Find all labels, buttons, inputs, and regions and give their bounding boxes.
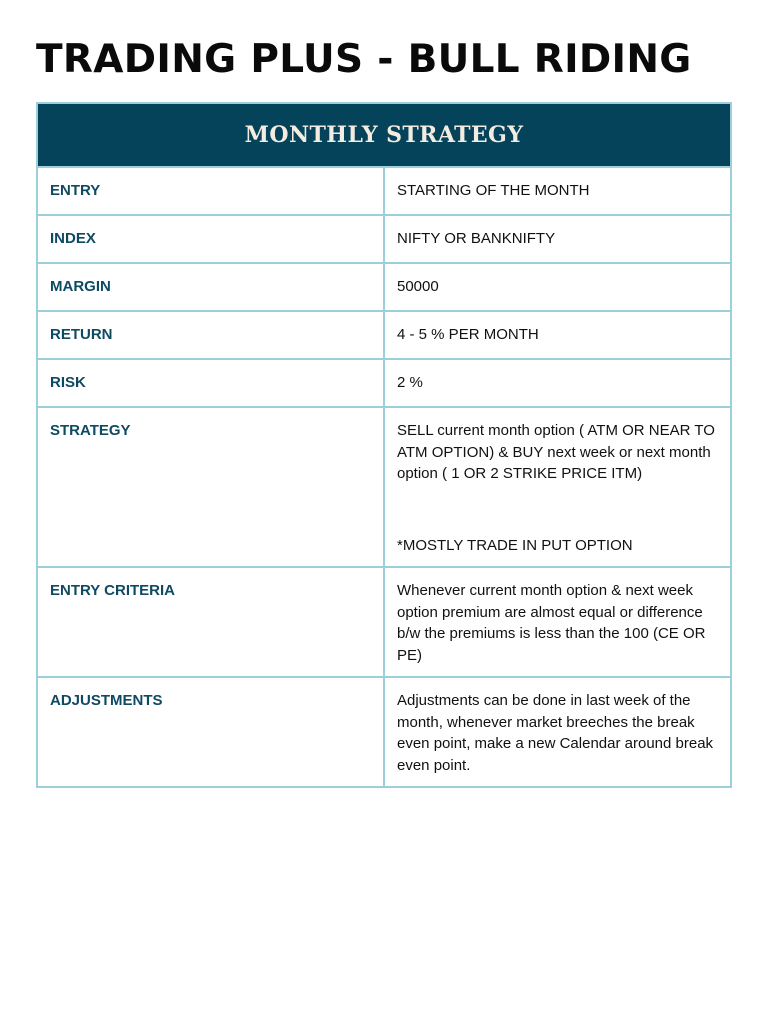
table-row-strategy [37, 407, 731, 567]
row-label-strategy: STRATEGY [37, 407, 384, 567]
table-header-row [37, 103, 731, 167]
row-label-adjustments: ADJUSTMENTS [37, 677, 384, 787]
table-header: MONTHLY STRATEGY [37, 103, 731, 167]
table-row-margin [37, 263, 731, 311]
row-label-risk: RISK [37, 359, 384, 407]
row-value-strategy [384, 407, 731, 567]
strategy-description: SELL current month option ( ATM OR NEAR TO ATM OPTION) & BUY next week or next month option ( 1 OR 2 STRIKE PRICE ITM) [397, 422, 715, 482]
page-title: TRADING PLUS - BULL RIDING [36, 37, 692, 82]
row-label-return: RETURN [37, 311, 384, 359]
row-value-adjustments: Adjustments can be done in last week of the month, whenever market breeches the break even point, make a new Calendar around break even point. [384, 677, 731, 787]
row-label-entry-criteria: ENTRY CRITERIA [37, 567, 384, 677]
table-row-entry [37, 167, 731, 215]
row-value-index: NIFTY OR BANKNIFTY [384, 215, 731, 263]
row-value-margin: 50000 [384, 263, 731, 311]
row-label-entry: ENTRY [37, 167, 384, 215]
row-label-index: INDEX [37, 215, 384, 263]
row-value-entry: STARTING OF THE MONTH [384, 167, 731, 215]
row-value-return: 4 - 5 % PER MONTH [384, 311, 731, 359]
row-value-entry-criteria: Whenever current month option & next week option premium are almost equal or difference b/w the premiums is less than the 100 (CE OR PE) [384, 567, 731, 677]
table-row-adjustments [37, 677, 731, 787]
table-row-entry-criteria [37, 567, 731, 677]
strategy-note: *MOSTLY TRADE IN PUT OPTION [397, 536, 633, 554]
table-row-index [37, 215, 731, 263]
table-row-risk [37, 359, 731, 407]
monthly-strategy-table [36, 102, 732, 788]
row-label-margin: MARGIN [37, 263, 384, 311]
table-row-return [37, 311, 731, 359]
row-value-risk: 2 % [384, 359, 731, 407]
